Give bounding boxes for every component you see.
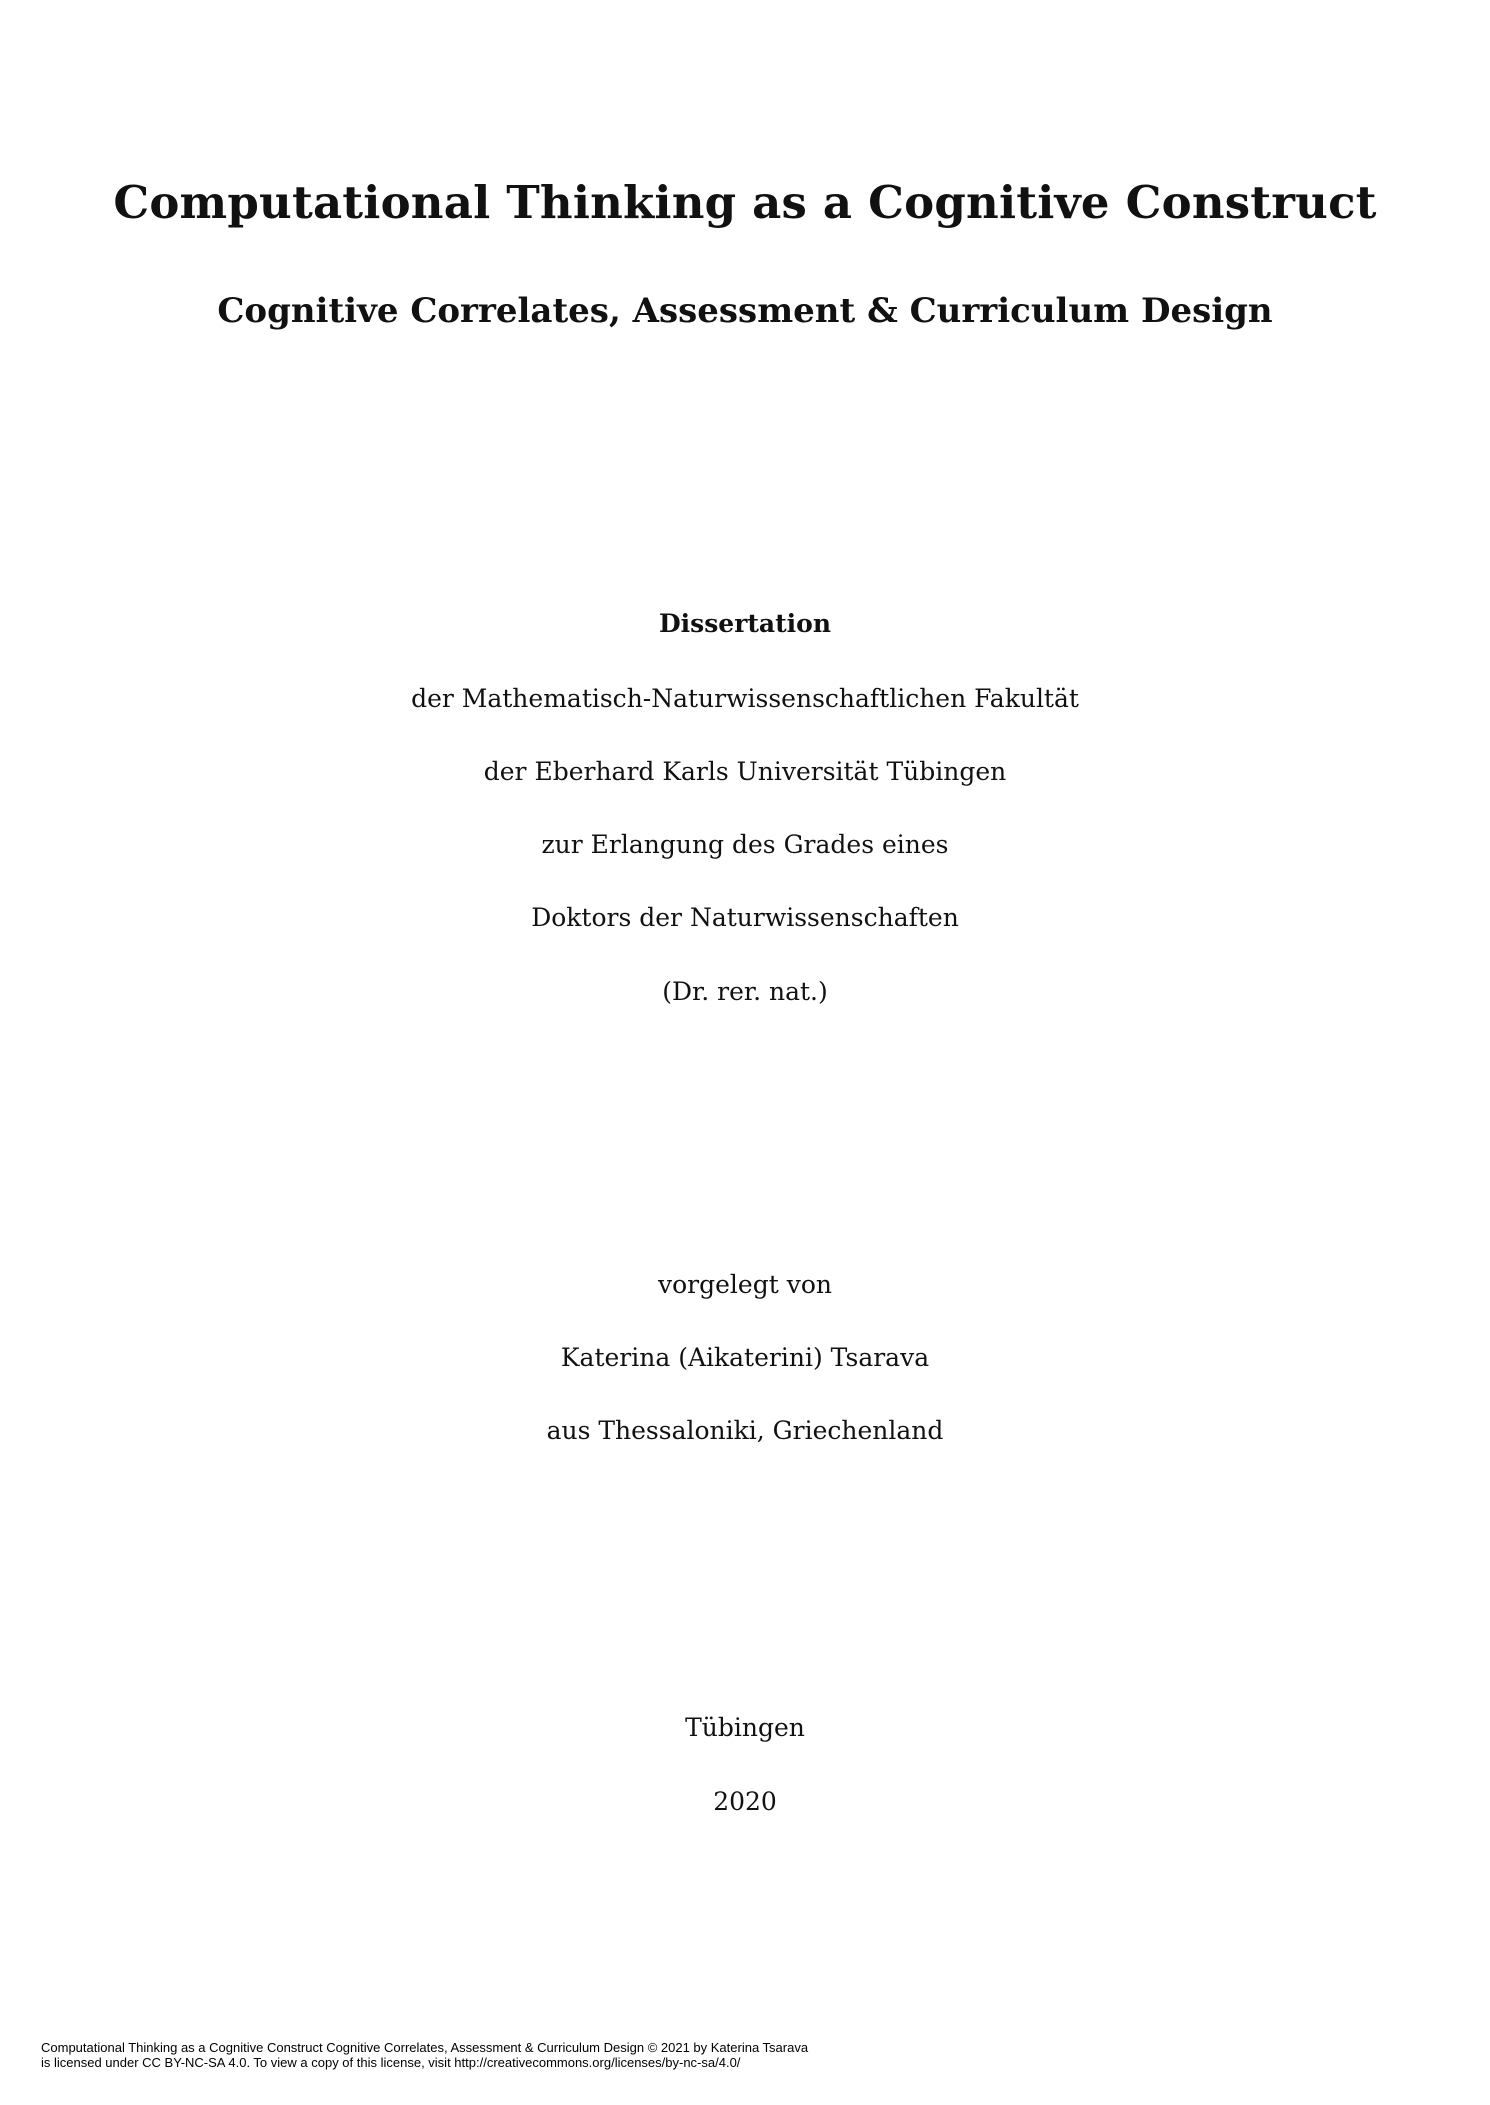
faculty-line: der Mathematisch-Naturwissenschaftlichen Fakultät — [411, 684, 1079, 713]
degree-name-line: Doktors der Naturwissenschaften — [531, 903, 959, 932]
license-line-2: is licensed under CC BY-NC-SA 4.0. To view a copy of this license, visit http://creativecommons.org/licenses/by-nc-sa/4.0/ — [41, 2055, 741, 2070]
submitted-by-line: vorgelegt von — [658, 1270, 832, 1299]
year: 2020 — [713, 1787, 777, 1816]
author-origin: aus Thessaloniki, Griechenland — [546, 1416, 944, 1445]
dissertation-label: Dissertation — [658, 609, 832, 638]
degree-purpose-line: zur Erlangung des Grades eines — [541, 830, 949, 859]
dissertation-title: Computational Thinking as a Cognitive Construct — [113, 176, 1377, 229]
license-notice — [41, 2040, 808, 2070]
license-line-1: Computational Thinking as a Cognitive Construct Cognitive Correlates, Assessment & Curriculum Design © 2021 by Katerina Tsarava — [41, 2040, 809, 2055]
dissertation-subtitle: Cognitive Correlates, Assessment & Curriculum Design — [217, 291, 1273, 331]
place: Tübingen — [685, 1713, 805, 1742]
degree-abbreviation-line: (Dr. rer. nat.) — [662, 977, 828, 1006]
author-name: Katerina (Aikaterini) Tsarava — [560, 1343, 930, 1372]
university-line: der Eberhard Karls Universität Tübingen — [483, 757, 1007, 786]
